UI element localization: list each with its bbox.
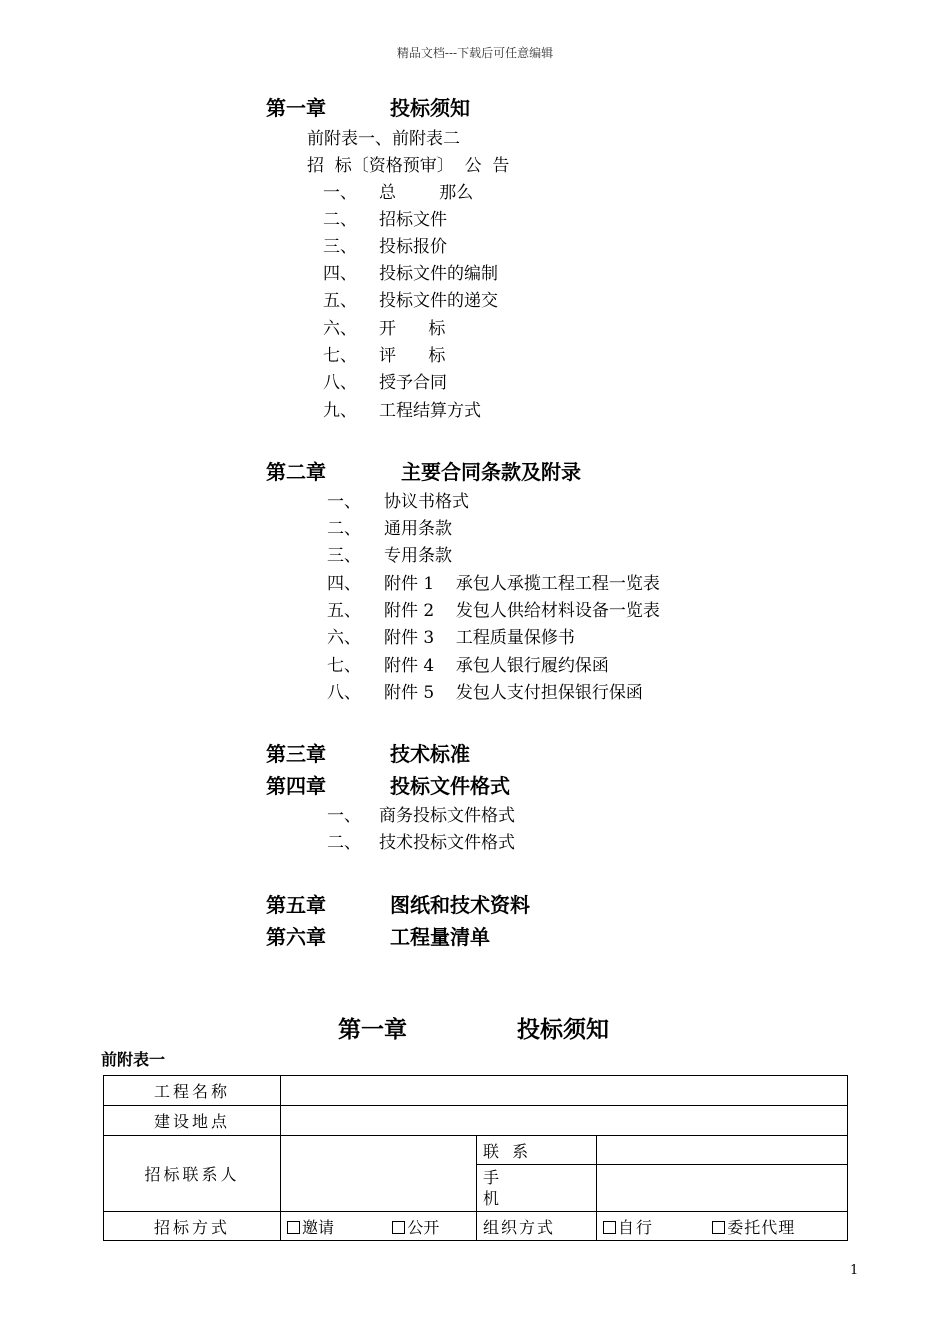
project-name-label: 工程名称 [104, 1076, 281, 1106]
checkbox-icon [603, 1221, 616, 1234]
toc-ch2-item-num: 六、 [327, 628, 361, 648]
toc-ch2-item-num: 七、 [327, 656, 361, 676]
toc-ch2-item-text: 附件 2 发包人供给材料设备一览表 [384, 601, 660, 621]
toc-ch1-item-text: 评 标 [379, 346, 446, 366]
toc-ch4-item-num: 二、 [327, 833, 361, 853]
invite-option[interactable] [287, 1218, 334, 1237]
toc-ch3-number: 第三章 [266, 742, 326, 766]
toc-ch1-item-num: 四、 [323, 264, 357, 284]
contact-field[interactable] [597, 1136, 848, 1165]
tender-method-label: 招标方式 [104, 1212, 281, 1241]
contact-person-field[interactable] [281, 1136, 477, 1212]
checkbox-icon [712, 1221, 725, 1234]
toc-ch1-number: 第一章 [266, 96, 326, 120]
checkbox-icon [392, 1221, 405, 1234]
toc-ch4-item-num: 一、 [327, 806, 361, 826]
toc-ch1-pre-0: 前附表一、前附表二 [307, 129, 460, 149]
toc-ch1-item-num: 八、 [323, 373, 357, 393]
public-option-label: 公开 [407, 1217, 440, 1237]
toc-ch6-number: 第六章 [266, 925, 326, 949]
toc-ch1-pre-1: 招 标〔资格预审〕 公 告 [307, 156, 510, 176]
section-number: 第一章 [338, 1017, 407, 1043]
table-label: 前附表一 [101, 1050, 166, 1069]
toc-ch1-item-num: 九、 [323, 401, 357, 421]
checkbox-icon [287, 1221, 300, 1234]
page-number: 1 [850, 1263, 859, 1278]
public-option[interactable] [392, 1218, 439, 1237]
toc-ch4-number: 第四章 [266, 774, 326, 798]
section-title: 投标须知 [517, 1017, 609, 1043]
organization-method-options [597, 1212, 848, 1241]
toc-ch1-title: 投标须知 [390, 96, 470, 120]
toc-ch2-item-text: 附件 3 工程质量保修书 [384, 628, 575, 648]
organization-method-label: 组织方式 [477, 1212, 597, 1241]
toc-ch2-item-num: 八、 [327, 683, 361, 703]
agent-option[interactable] [712, 1218, 795, 1237]
agent-option-label: 委托代理 [727, 1217, 796, 1237]
toc-ch1-item-num: 二、 [323, 210, 357, 230]
tender-method-options [281, 1212, 477, 1241]
toc-ch2-title: 主要合同条款及附录 [401, 460, 581, 484]
toc-ch2-item-num: 一、 [327, 492, 361, 512]
site-field[interactable] [281, 1106, 848, 1136]
toc-ch2-item-text: 专用条款 [384, 546, 452, 566]
self-option[interactable] [603, 1218, 654, 1237]
toc-ch1-item-text: 投标文件的递交 [379, 291, 498, 311]
toc-ch2-number: 第二章 [266, 460, 326, 484]
toc-ch4-item-text: 技术投标文件格式 [379, 833, 515, 853]
toc-ch2-item-text: 通用条款 [384, 519, 452, 539]
site-label: 建设地点 [104, 1106, 281, 1136]
toc-ch4-item-text: 商务投标文件格式 [379, 806, 515, 826]
toc-ch1-item-num: 一、 [323, 183, 357, 203]
toc-ch1-item-num: 七、 [323, 346, 357, 366]
toc-ch2-item-num: 三、 [327, 546, 361, 566]
toc-ch1-item-text: 开 标 [379, 319, 446, 339]
toc-ch1-item-num: 六、 [323, 319, 357, 339]
toc-ch2-item-text: 附件 5 发包人支付担保银行保函 [384, 683, 643, 703]
toc-ch1-item-num: 五、 [323, 291, 357, 311]
toc-ch2-item-text: 协议书格式 [384, 492, 469, 512]
watermark: 精品文档---下载后可任意编辑 [396, 46, 554, 60]
invite-option-label: 邀请 [302, 1217, 335, 1237]
toc-ch5-title: 图纸和技术资料 [390, 893, 530, 917]
toc-ch1-item-text: 工程结算方式 [379, 401, 481, 421]
toc-ch2-item-num: 四、 [327, 574, 361, 594]
toc-ch2-item-text: 附件 1 承包人承揽工程工程一览表 [384, 574, 660, 594]
front-table-1 [103, 1075, 848, 1241]
toc-ch2-item-text: 附件 4 承包人银行履约保函 [384, 656, 609, 676]
mobile-label: 手 机 [477, 1165, 597, 1212]
toc-ch6-title: 工程量清单 [390, 925, 490, 949]
project-name-field[interactable] [281, 1076, 848, 1106]
toc-ch1-item-text: 授予合同 [379, 373, 447, 393]
toc-ch3-title: 技术标准 [390, 742, 470, 766]
self-option-label: 自行 [618, 1217, 655, 1237]
toc-ch4-title: 投标文件格式 [390, 774, 510, 798]
toc-ch1-item-text: 招标文件 [379, 210, 447, 230]
toc-ch1-item-num: 三、 [323, 237, 357, 257]
contact-label: 联 系 [477, 1136, 597, 1165]
toc-ch2-item-num: 五、 [327, 601, 361, 621]
contact-person-label: 招标联系人 [104, 1136, 281, 1212]
toc-ch5-number: 第五章 [266, 893, 326, 917]
toc-ch1-item-text: 投标文件的编制 [379, 264, 498, 284]
toc-ch1-item-text: 投标报价 [379, 237, 447, 257]
mobile-field[interactable] [597, 1165, 848, 1212]
toc-ch1-item-text: 总 那么 [379, 183, 474, 203]
toc-ch2-item-num: 二、 [327, 519, 361, 539]
